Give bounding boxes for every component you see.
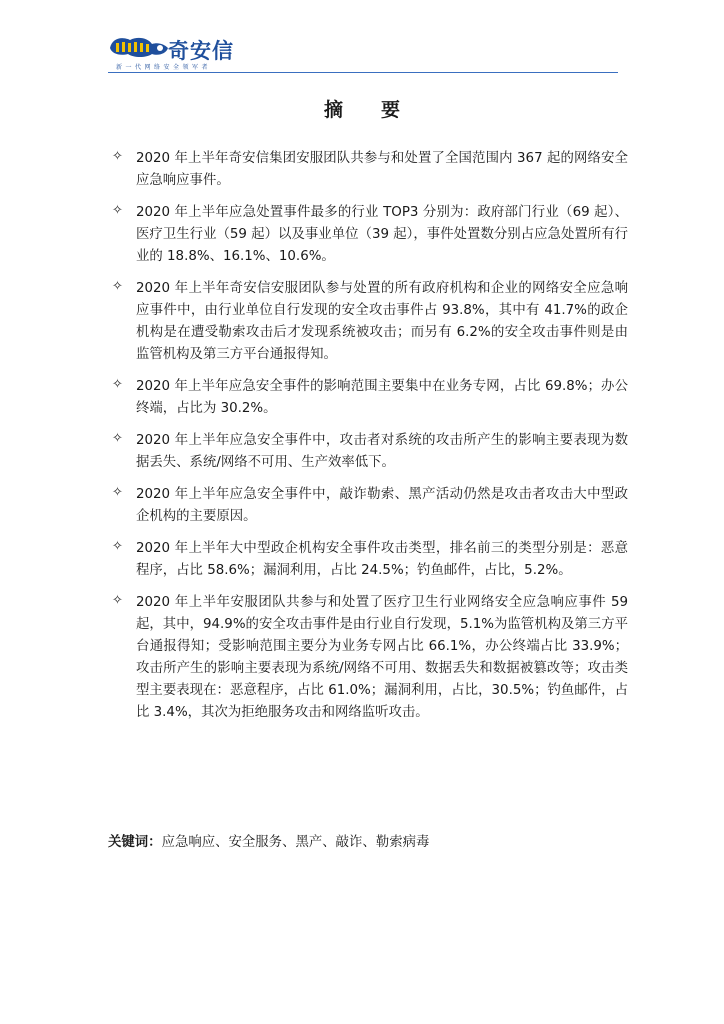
company-logo-icon	[108, 34, 174, 60]
diamond-bullet-icon: ✧	[112, 431, 123, 446]
list-item	[108, 430, 628, 474]
list-item-text: 2020 年上半年应急处置事件最多的行业 TOP3 分别为：政府部门行业（69 起）、医疗卫生行业（59 起）以及事业单位（39 起），事件处置数分别占应急处置所有行业的 18.8%、16.1%、10.6%。	[136, 205, 628, 264]
list-item	[108, 592, 628, 724]
list-item	[108, 538, 628, 582]
page-title: 摘要	[323, 99, 438, 121]
list-item	[108, 148, 628, 192]
list-item-text: 2020 年上半年奇安信集团安服团队共参与和处置了全国范围内 367 起的网络安全应急响应事件。	[136, 151, 628, 188]
list-item	[108, 202, 628, 268]
list-item-text: 2020 年上半年应急安全事件的影响范围主要集中在业务专网，占比 69.8%；办公终端，占比为 30.2%。	[136, 379, 628, 416]
page-header	[108, 34, 618, 74]
summary-list	[108, 148, 628, 734]
list-item-text: 2020 年上半年应急安全事件中，敲诈勒索、黑产活动仍然是攻击者攻击大中型政企机构的主要原因。	[136, 487, 628, 524]
diamond-bullet-icon: ✧	[112, 279, 123, 294]
list-item-text: 2020 年上半年大中型政企机构安全事件攻击类型，排名前三的类型分别是：恶意程序，占比 58.6%；漏洞利用，占比 24.5%；钓鱼邮件，占比，5.2%。	[136, 541, 628, 578]
list-item	[108, 376, 628, 420]
list-item-text: 2020 年上半年安服团队共参与和处置了医疗卫生行业网络安全应急响应事件 59 起，其中，94.9%的安全攻击事件是由行业自行发现，5.1%为监管机构及第三方平台通报得知；受影响范围主要分为业务专网占比 66.1%，办公终端占比 33.9%；攻击所产生的影响主要表现为系统/网络不可用、数据丢失和数据被篡改等；攻击类型主要表现在：恶意程序，占比 61.0%；漏洞利用，占比，30.5%；钓鱼邮件，占比 3.4%，其次为拒绝服务攻击和网络监听攻击。	[136, 595, 628, 720]
diamond-bullet-icon: ✧	[112, 593, 123, 608]
header-divider	[108, 72, 618, 73]
keywords-line	[108, 832, 628, 854]
diamond-bullet-icon: ✧	[112, 485, 123, 500]
list-item-text: 2020 年上半年应急安全事件中，攻击者对系统的攻击所产生的影响主要表现为数据丢失、系统/网络不可用、生产效率低下。	[136, 433, 628, 470]
diamond-bullet-icon: ✧	[112, 377, 123, 392]
diamond-bullet-icon: ✧	[112, 203, 123, 218]
list-item	[108, 278, 628, 366]
list-item-text: 2020 年上半年奇安信安服团队参与处置的所有政府机构和企业的网络安全应急响应事件中，由行业单位自行发现的安全攻击事件占 93.8%，其中有 41.7%的政企机构是在遭受勒索攻击后才发现系统被攻击；而另有 6.2%的安全攻击事件则是由监管机构及第三方平台通报得知。	[136, 281, 628, 362]
brand-name: 奇安信	[168, 39, 234, 63]
brand-slogan: 新一代网络安全领军者	[116, 64, 212, 71]
list-item	[108, 484, 628, 528]
keywords-label: 关键词：	[108, 835, 162, 850]
diamond-bullet-icon: ✧	[112, 539, 123, 554]
keywords-value: 应急响应、安全服务、黑产、敲诈、勒索病毒	[161, 835, 430, 850]
diamond-bullet-icon: ✧	[112, 149, 123, 164]
